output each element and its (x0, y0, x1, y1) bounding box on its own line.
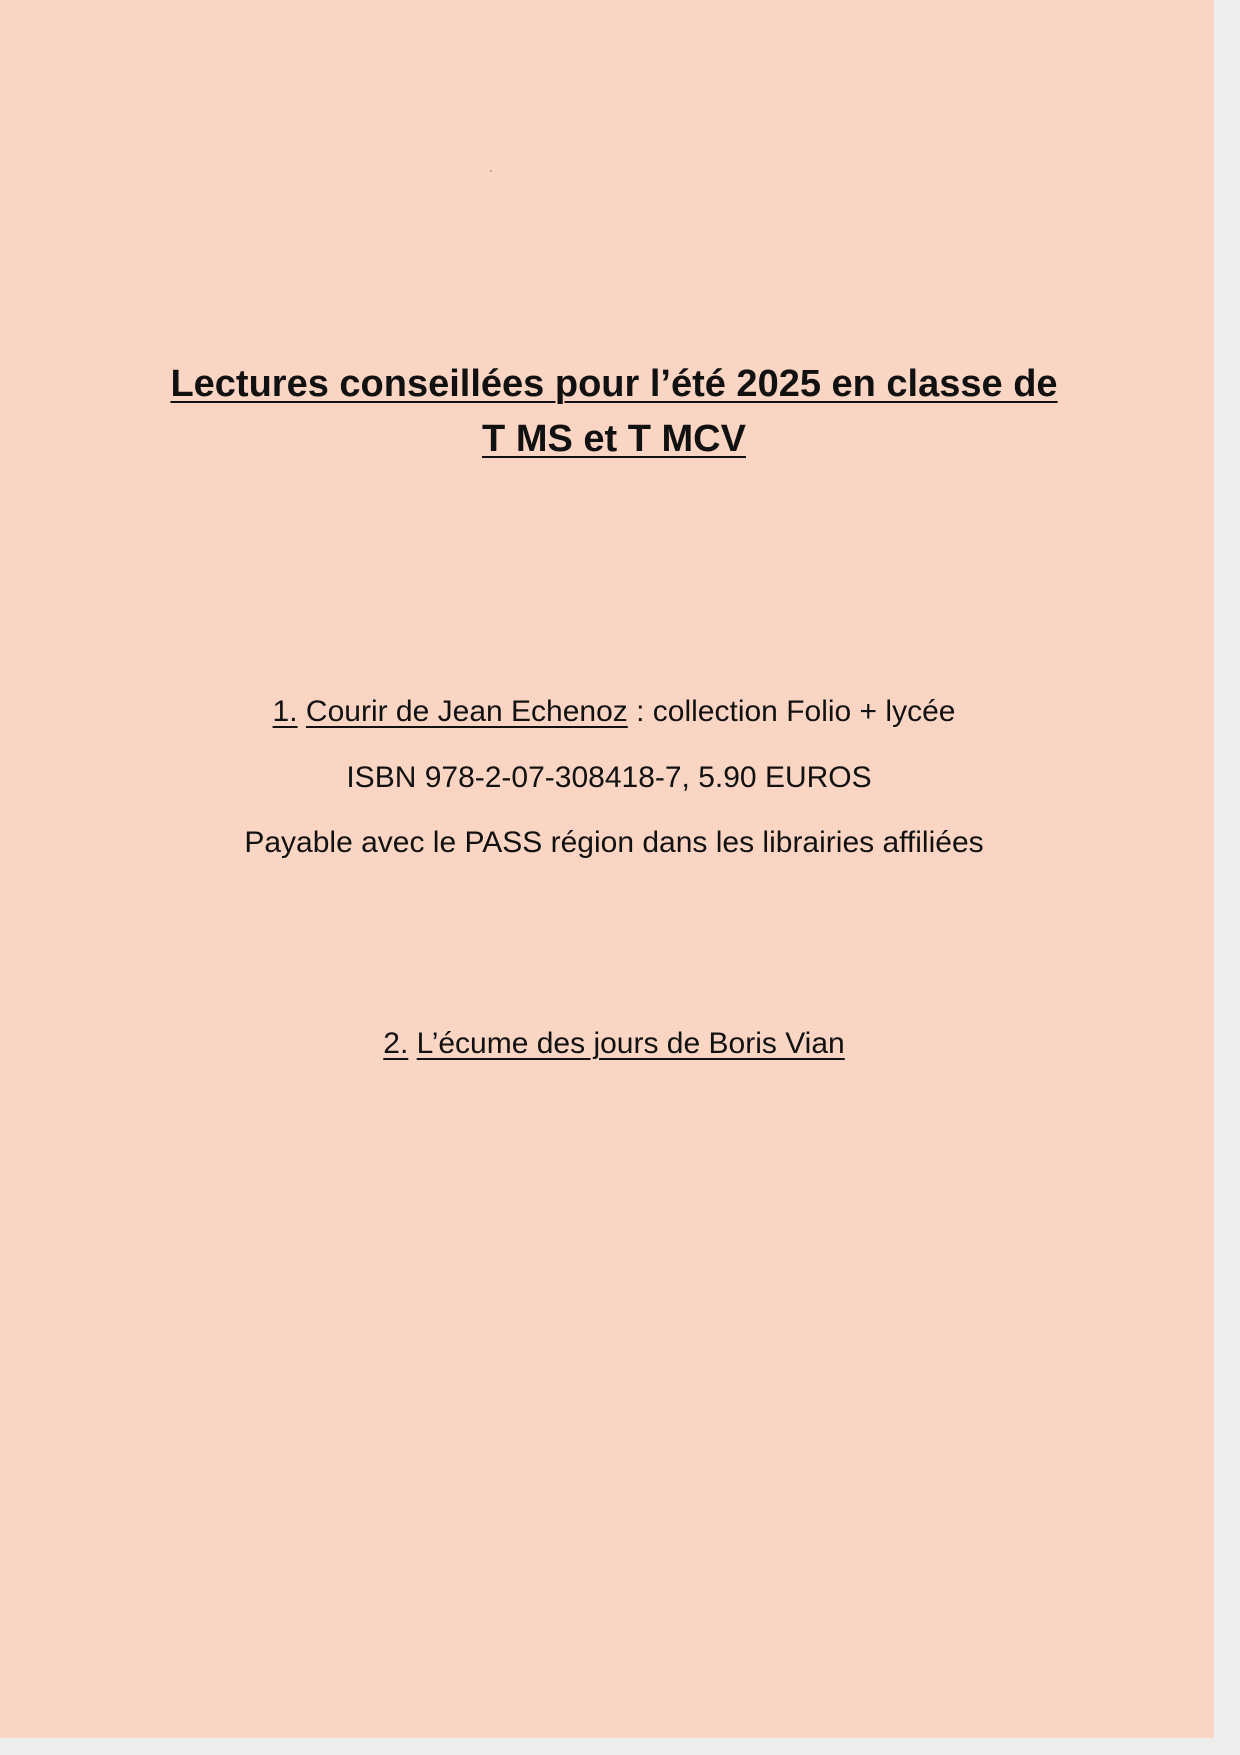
book-1-collection: : collection Folio + lycée (627, 695, 956, 728)
page-title (0, 357, 1228, 467)
scan-margin-right (1214, 0, 1240, 1755)
book-2-number: 2. (383, 1027, 409, 1060)
book-item-2 (0, 1024, 1228, 1064)
book-1-title: Courir de Jean Echenoz (305, 695, 628, 728)
scan-speck (490, 170, 492, 172)
title-line-1: Lectures conseillées pour l’été 2025 en classe de (170, 363, 1058, 405)
book-1-isbn: ISBN 978-2-07-308418-7, 5.90 EUROS (346, 761, 872, 794)
book-2-title: L’écume des jours de Boris Vian (416, 1027, 845, 1060)
book-item-1 (0, 692, 1228, 732)
book-1-number: 1. (272, 695, 298, 728)
scan-margin-bottom (0, 1738, 1240, 1755)
book-1-payment-note: Payable avec le PASS région dans les librairies affiliées (244, 826, 984, 859)
title-line-2: T MS et T MCV (482, 418, 746, 460)
